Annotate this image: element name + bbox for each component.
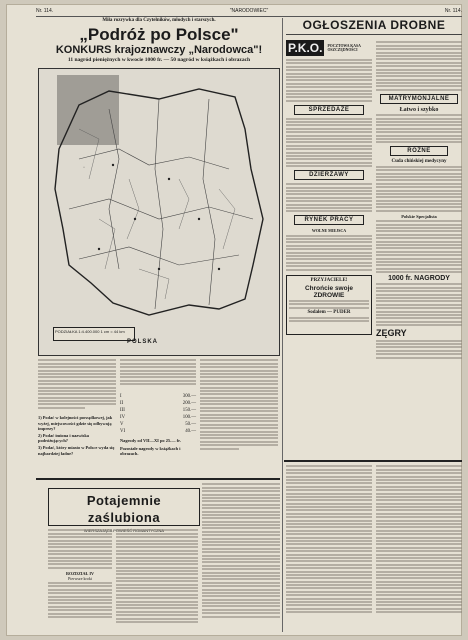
column-rule [282, 18, 283, 632]
health-ad-title: PRZYJACIELE! [310, 277, 348, 283]
prize-extra: Nagrody od VII—XI po 25.— fr. [120, 438, 181, 444]
prize-label: III [120, 408, 125, 414]
bottom-story-col-1 [286, 464, 372, 632]
contest-prizes-column [120, 358, 196, 476]
heading-matrimonial: MATRYMONJALNE [380, 94, 458, 104]
pko-logo: P.K.O. [288, 41, 323, 55]
map-drawing [39, 69, 279, 355]
prize-label: V [120, 422, 124, 428]
serial-chapter-sub: Pierwsze kroki [68, 575, 92, 581]
contest-subtitle: KONKURS krajoznawczy „Narodowca"! [55, 44, 263, 56]
prize-amount: 200.— [182, 401, 196, 407]
contest-block [38, 18, 280, 63]
page-number-left: Nr. 114. [36, 8, 54, 14]
page-header [36, 6, 462, 17]
heading-latwo: Łatwo i szybko [399, 106, 439, 113]
ads-column-right [376, 40, 462, 460]
serial-chapter: ROZDZIAŁ IV [65, 570, 95, 576]
section-divider [36, 478, 280, 480]
heading-dzierzawy: DZIERŻAWY [294, 170, 364, 180]
prize-label: IV [120, 415, 126, 421]
prize-books: Pozostałe nagrody w książkach i obrazach. [120, 445, 181, 456]
contest-kicker: Miła rozrywka dla Czytelników, młodych i starszych. [102, 18, 216, 23]
contest-prizes: 11 nagród pieniężnych w kwocie 1000 fr. — 50 nagród w książkach i obrazach [67, 57, 251, 63]
pko-ad [286, 40, 372, 56]
right-divider [284, 460, 462, 462]
poland-map [38, 68, 280, 356]
heading-rozne: RÓŻNE [390, 146, 448, 156]
prize-amount: 50.— [185, 422, 196, 428]
heading-zegry: ZĘGRY [376, 328, 407, 339]
heading-nagrody: 1000 fr. NAGRODY [388, 275, 450, 283]
contest-question-1: 1) Podać w kolejności porządkowej, jak wyżej, miejscowości gdzie się odbywają imprezy? [38, 415, 113, 431]
prize-label: I [120, 394, 122, 400]
prize-label: VI [120, 429, 126, 435]
pko-text: POCZTOWA KASA OSZCZĘDNOŚCI [327, 43, 361, 52]
serial-title-box [48, 488, 200, 526]
contest-title: „Podróż po Polsce" [79, 25, 239, 44]
health-ad [286, 275, 372, 335]
serial-column-1 [48, 528, 112, 632]
page-number-right: Nr. 114. [444, 8, 462, 14]
prize-amount: 40.— [185, 429, 196, 435]
contest-question-2: 2) Podać imiona i nazwiska podróżujących? [38, 433, 89, 444]
prize-table [120, 393, 196, 435]
health-ad-line: Chrońcie swoje ZDROWIE [304, 284, 354, 299]
serial-column-2 [116, 528, 198, 632]
heading-wolne-miejsca: WOLNE MIEJSCA [311, 228, 347, 234]
contest-rules-column [38, 358, 116, 476]
prize-label: II [120, 401, 124, 407]
map-label: POLSKA [127, 339, 159, 345]
svg-text:·: · [83, 165, 85, 171]
ads-column-left [286, 40, 372, 460]
map-scale: PODZIAŁKA 1:4.400.000 1 cm = 44 km [53, 327, 135, 341]
heading-polskie: Polskie Specjalista [401, 213, 437, 219]
bottom-story-col-2 [376, 464, 462, 632]
ads-header [286, 18, 462, 38]
prize-amount: 150.— [182, 408, 196, 414]
health-ad-tag: Sodalem — PUDER [307, 310, 351, 316]
paper-name: "NARODOWIEC" [229, 8, 269, 14]
heading-cuda: Cuda chińskiej medycyny [391, 159, 447, 165]
mid-column-text [202, 482, 280, 632]
contest-question-3: 3) Podać, który miasto w Polsce wyda się najbardziej ładne? [38, 445, 115, 456]
prize-amount: 300.— [182, 394, 196, 400]
contest-text-column-3 [200, 358, 278, 476]
heading-rynek-pracy: RYNEK PRACY [294, 215, 364, 225]
serial-title: Potajemnie zaślubiona [86, 493, 162, 525]
heading-sprzedaze: SPRZEDAŻE [294, 105, 364, 115]
newspaper-page [6, 4, 462, 636]
ads-title: OGŁOSZENIA DROBNE [302, 18, 446, 32]
prize-amount: 100.— [182, 415, 196, 421]
